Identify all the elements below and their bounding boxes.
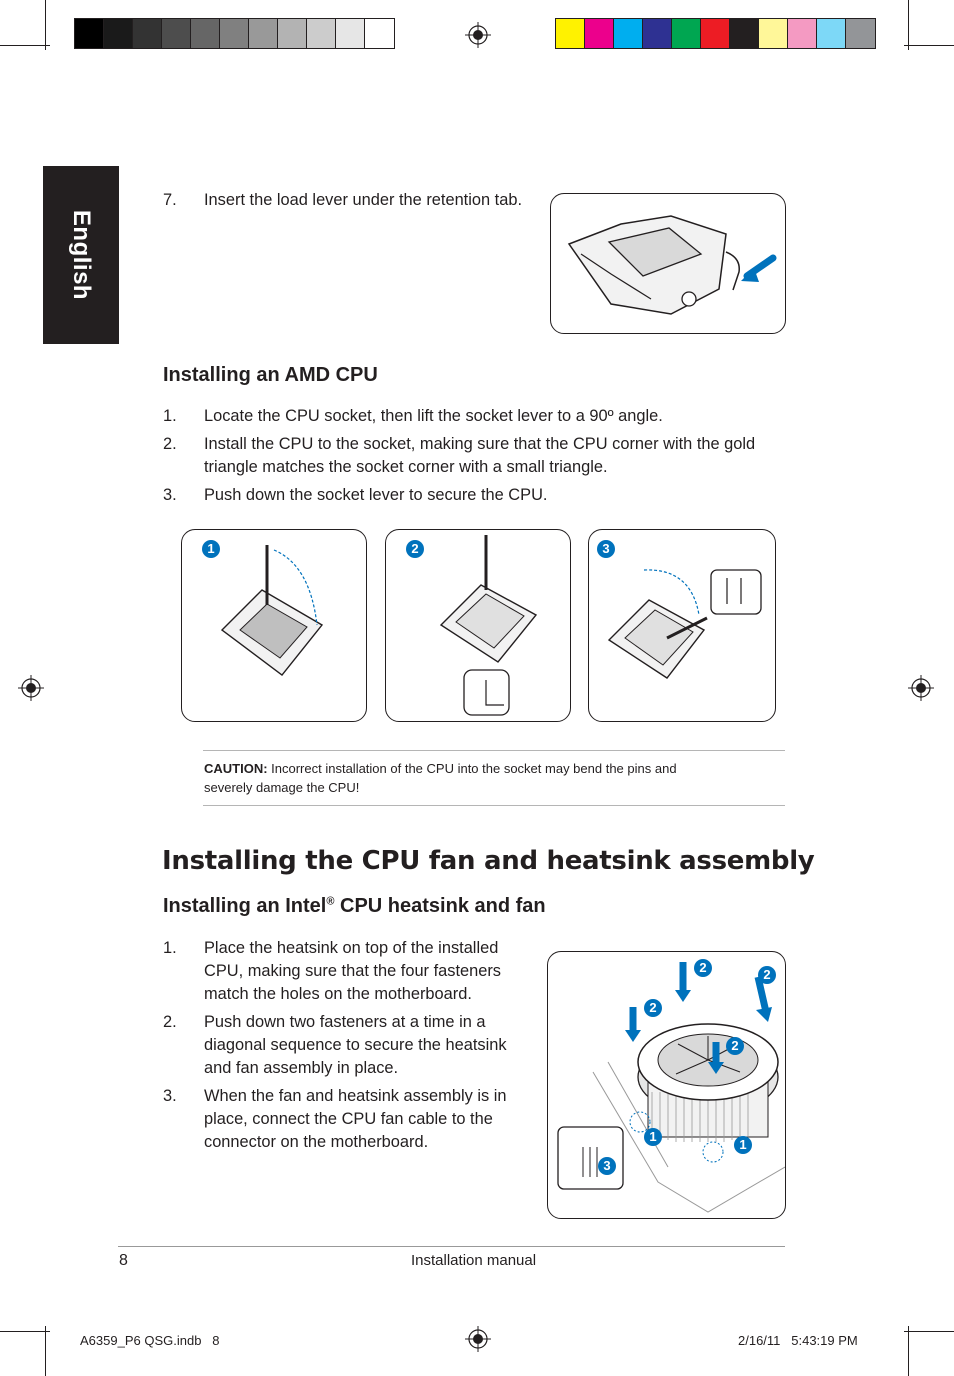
crop-mark: [904, 1331, 954, 1332]
amd-figure-1: [181, 529, 367, 722]
step-text: Push down the socket lever to secure the CPU.: [204, 486, 548, 504]
crop-mark: [0, 1331, 50, 1332]
calibration-swatch: [249, 19, 278, 48]
crop-mark: [45, 1326, 46, 1376]
slug-timestamp: 2/16/11 5:43:19 PM: [738, 1333, 858, 1348]
connector-badge: 3: [598, 1157, 616, 1175]
step-text: CPU, making sure that the four fasteners: [204, 962, 501, 980]
calibration-swatch: [75, 19, 104, 48]
step-text: Insert the load lever under the retention tab.: [204, 191, 523, 209]
calibration-swatch: [672, 19, 701, 48]
page-number: 8: [119, 1252, 128, 1269]
cpu-install-icon: [386, 530, 570, 721]
calibration-swatch: [817, 19, 846, 48]
step-number: 1.: [163, 407, 177, 425]
fastener-badge: 2: [644, 999, 662, 1017]
socket-illustration-icon: [551, 194, 785, 333]
calibration-swatch: [191, 19, 220, 48]
registration-mark-icon: [465, 22, 491, 48]
calibration-swatch: [585, 19, 614, 48]
step-text-continued: triangle matches the socket corner with a small triangle.: [204, 458, 608, 476]
manual-title: Installation manual: [411, 1252, 537, 1269]
calibration-swatch: [278, 19, 307, 48]
calibration-swatch: [846, 19, 875, 48]
amd-heading: Installing an AMD CPU: [163, 364, 378, 386]
heatsink-figure: [547, 951, 786, 1219]
fastener-badge: 2: [694, 959, 712, 977]
step-badge: 3: [597, 540, 615, 558]
caution-text-continued: severely damage the CPU!: [204, 780, 360, 795]
step-text: Install the CPU to the socket, making sure that the CPU corner with the gold: [204, 435, 756, 453]
step-text: and fan assembly in place.: [204, 1059, 399, 1077]
step-text: Place the heatsink on top of the installed: [204, 939, 499, 957]
calibration-swatch: [104, 19, 133, 48]
fan-step-2: [163, 1011, 543, 1080]
fan-section-title: Installing the CPU fan and heatsink assembly: [162, 846, 815, 876]
step-text: Locate the CPU socket, then lift the socket lever to a 90º angle.: [204, 407, 663, 425]
crop-mark: [908, 0, 909, 50]
calibration-swatch: [643, 19, 672, 48]
crop-mark: [904, 45, 954, 46]
socket-lever-down-icon: [589, 530, 775, 721]
fastener-badge: 1: [734, 1136, 752, 1154]
calibration-swatch: [788, 19, 817, 48]
caution-label: CAUTION:: [204, 761, 268, 776]
step-badge: 1: [202, 540, 220, 558]
step-number: 2.: [163, 435, 177, 453]
caution-bottom-rule: [203, 805, 785, 806]
calibration-swatch: [133, 19, 162, 48]
registration-mark-icon: [18, 675, 44, 701]
step-text: diagonal sequence to secure the heatsink: [204, 1036, 507, 1054]
load-lever-figure: [550, 193, 786, 334]
intel-subheading: [163, 895, 546, 918]
calibration-swatch: [701, 19, 730, 48]
step-text: match the holes on the motherboard.: [204, 985, 472, 1003]
fan-step-1: [163, 937, 543, 1006]
fastener-badge: 2: [758, 966, 776, 984]
socket-lever-up-icon: [182, 530, 366, 721]
step-number: 3.: [163, 486, 177, 504]
caution-text: Incorrect installation of the CPU into the socket may bend the pins and: [267, 761, 677, 776]
calibration-swatch: [759, 19, 788, 48]
language-tab-label: English: [68, 209, 95, 301]
calibration-swatch: [556, 19, 585, 48]
fastener-badge: 1: [644, 1128, 662, 1146]
registered-mark: ®: [326, 895, 335, 908]
amd-figure-2: [385, 529, 571, 722]
calibration-swatch: [336, 19, 365, 48]
step-badge: 2: [406, 540, 424, 558]
calibration-swatch: [307, 19, 336, 48]
crop-mark: [0, 45, 50, 46]
calibration-swatch: [162, 19, 191, 48]
heatsink-fan-icon: [548, 952, 785, 1218]
calibration-swatch: [365, 19, 394, 48]
step-text: place, connect the CPU fan cable to the: [204, 1110, 493, 1128]
calibration-swatch: [220, 19, 249, 48]
slug-filename: A6359_P6 QSG.indb 8: [80, 1333, 220, 1348]
registration-mark-icon: [908, 675, 934, 701]
step-number: 3.: [163, 1087, 177, 1105]
step-number: 1.: [163, 939, 177, 957]
step-text: When the fan and heatsink assembly is in: [204, 1087, 507, 1105]
step-number: 2.: [163, 1013, 177, 1031]
subheading-text: Installing an Intel: [163, 895, 327, 917]
amd-figure-3: [588, 529, 776, 722]
caution-top-rule: [203, 750, 785, 751]
subheading-text-end: CPU heatsink and fan: [334, 895, 546, 917]
amd-step-2: [163, 433, 803, 479]
language-tab: [43, 166, 119, 344]
step-text: connector on the motherboard.: [204, 1133, 429, 1151]
caution-note: [204, 759, 784, 797]
calibration-swatch: [614, 19, 643, 48]
calibration-swatch: [730, 19, 759, 48]
step-number: 7.: [163, 191, 177, 209]
step-text: Push down two fasteners at a time in a: [204, 1013, 486, 1031]
fan-step-3: [163, 1085, 543, 1154]
footer-rule: [118, 1246, 785, 1247]
crop-mark: [908, 1326, 909, 1376]
registration-mark-icon: [465, 1326, 491, 1352]
fastener-badge: 2: [726, 1037, 744, 1055]
crop-mark: [45, 0, 46, 50]
